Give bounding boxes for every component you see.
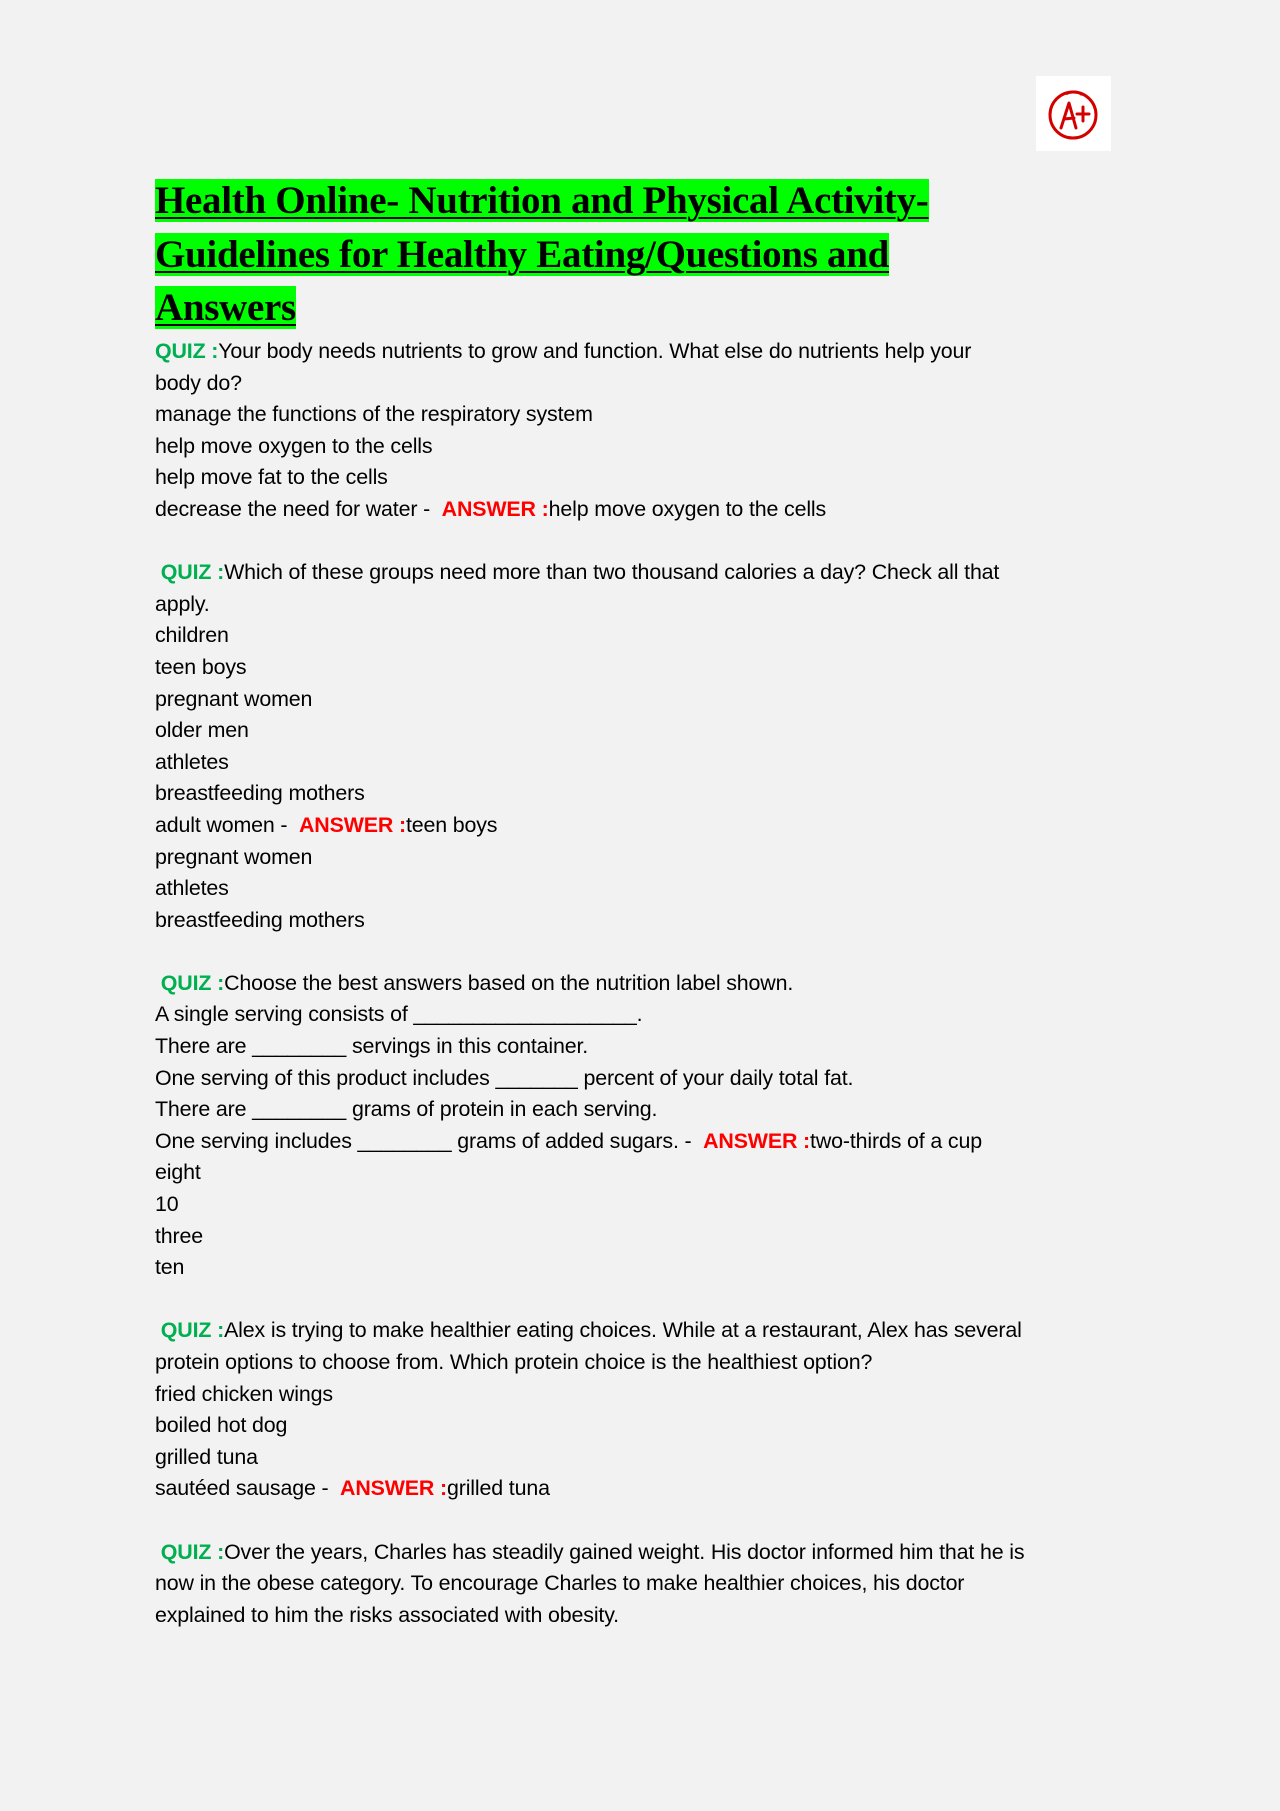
correct-answer: grilled tuna: [446, 1476, 550, 1501]
answer-option: One serving includes ________ grams of added sugars. -: [155, 1128, 704, 1153]
question-text: Over the years, Charles has steadily gained weight. His doctor informed him that he is: [224, 1539, 1025, 1564]
quiz-label: QUIZ :: [160, 970, 225, 995]
answer-label: ANSWER :: [703, 1128, 811, 1153]
answer-option-with-answer: [155, 1473, 1135, 1505]
correct-answer: help move oxygen to the cells: [548, 496, 827, 521]
answer-option: help move fat to the cells: [155, 465, 388, 490]
quiz-question: [155, 1537, 1135, 1632]
question-text-line: [155, 1537, 1135, 1569]
answer-option-with-answer: [155, 494, 1135, 526]
answer-option: There are ________ servings in this container.: [155, 1034, 589, 1059]
spacer: [155, 526, 1135, 558]
question-text-line: [155, 336, 1135, 368]
question-text: explained to him the risks associated with obesity.: [155, 1602, 619, 1627]
answer-option: help move oxygen to the cells: [155, 433, 433, 458]
spacer: [155, 1284, 1135, 1316]
questions-list: [155, 336, 1135, 1631]
correct-answer-continued: 10: [155, 1192, 179, 1217]
answer-option: A single serving consists of ___________________.: [155, 1002, 643, 1027]
answer-label: ANSWER :: [299, 812, 406, 837]
answer-option: breastfeeding mothers: [155, 781, 365, 806]
quiz-question: [155, 336, 1135, 526]
quiz-label: QUIZ :: [160, 1539, 225, 1564]
question-text: Your body needs nutrients to grow and function. What else do nutrients help your: [218, 339, 972, 363]
answer-option: One serving of this product includes _______ percent of your daily total fat.: [155, 1065, 854, 1090]
quiz-label: QUIZ :: [160, 560, 225, 585]
correct-answer-continued: breastfeeding mothers: [155, 907, 365, 932]
question-text-line: [155, 968, 1135, 1000]
answer-option: boiled hot dog: [155, 1413, 288, 1438]
question-text-line: [155, 1600, 1135, 1632]
spacer: [155, 936, 1135, 968]
answer-option-with-answer: [155, 810, 1135, 842]
correct-answer-continued: three: [155, 1223, 204, 1248]
quiz-label: QUIZ :: [155, 339, 219, 363]
title-line-3: Answers: [155, 286, 296, 329]
answer-label: ANSWER :: [340, 1476, 447, 1501]
document-title: [155, 174, 1055, 335]
quiz-question: [155, 557, 1135, 936]
answer-option: grilled tuna: [155, 1444, 258, 1469]
question-text: Alex is trying to make healthier eating choices. While at a restaurant, Alex has several: [224, 1318, 1022, 1343]
title-line-2: Guidelines for Healthy Eating/Questions and: [155, 232, 890, 276]
quiz-question: [155, 968, 1135, 1284]
question-text-line: [155, 557, 1135, 589]
answer-label: ANSWER :: [441, 496, 549, 521]
answer-option: manage the functions of the respiratory system: [155, 402, 593, 427]
question-text: apply.: [155, 591, 210, 616]
answer-option: pregnant women: [155, 686, 313, 711]
answer-option: fried chicken wings: [155, 1381, 333, 1406]
title-line-1: Health Online- Nutrition and Physical Activity-: [155, 179, 929, 222]
correct-answer-continued: ten: [155, 1255, 185, 1280]
correct-answer-continued: eight: [155, 1160, 201, 1185]
question-text: now in the obese category. To encourage Charles to make healthier choices, his doctor: [155, 1571, 965, 1596]
answer-option: children: [155, 623, 229, 648]
answer-option: athletes: [155, 749, 229, 774]
answer-option: older men: [155, 718, 249, 743]
question-text: Which of these groups need more than two thousand calories a day? Check all that: [224, 560, 1000, 585]
correct-answer: teen boys: [405, 812, 498, 837]
answer-option: adult women -: [155, 812, 299, 837]
correct-answer-continued: athletes: [155, 876, 229, 901]
answer-option: decrease the need for water -: [155, 496, 442, 521]
a-plus-grade-icon: [1036, 76, 1111, 151]
answer-option: teen boys: [155, 654, 247, 679]
quiz-question: [155, 1315, 1135, 1505]
answer-option: There are ________ grams of protein in each serving.: [155, 1097, 658, 1122]
spacer: [155, 1505, 1135, 1537]
question-text-line: [155, 1568, 1135, 1600]
question-text-line: [155, 368, 1135, 400]
question-text-line: [155, 1347, 1135, 1379]
answer-option-with-answer: [155, 1126, 1135, 1158]
question-text-line: [155, 1315, 1135, 1347]
quiz-label: QUIZ :: [160, 1318, 225, 1343]
grade-logo: [1036, 76, 1111, 151]
question-text: protein options to choose from. Which protein choice is the healthiest option?: [155, 1350, 873, 1374]
correct-answer-continued: pregnant women: [155, 844, 313, 869]
answer-option: sautéed sausage -: [155, 1476, 341, 1501]
question-text: Choose the best answers based on the nutrition label shown.: [224, 970, 794, 995]
correct-answer: two-thirds of a cup: [810, 1128, 982, 1153]
question-text: body do?: [155, 370, 242, 395]
question-text-line: [155, 589, 1135, 621]
